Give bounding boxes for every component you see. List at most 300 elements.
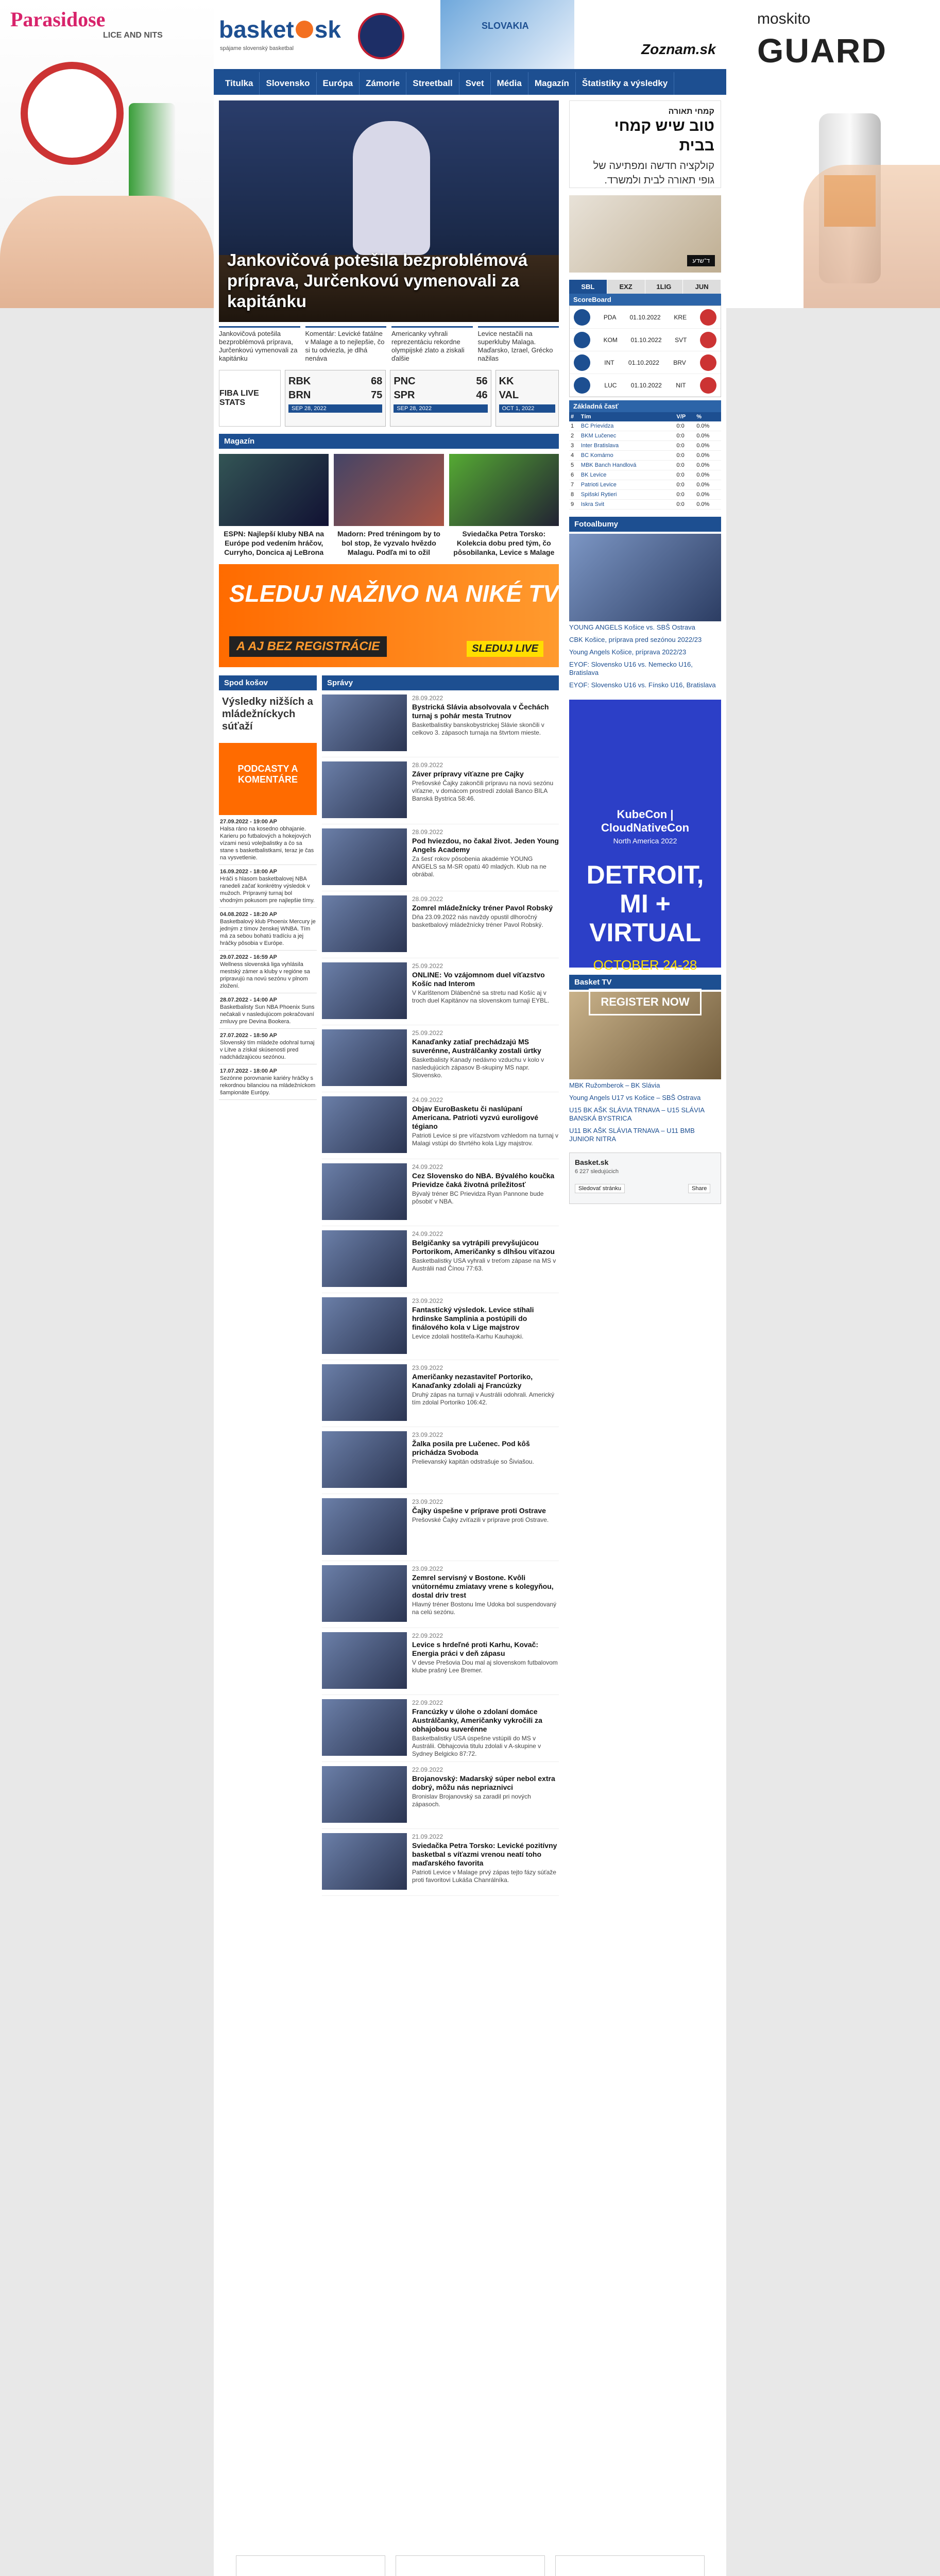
news-perex: Prelievanský kapitán odstrašuje so Šiviašou. bbox=[412, 1458, 534, 1465]
comment-date: 27.07.2022 - 18:50 AP bbox=[220, 1032, 277, 1039]
news-date: 24.09.2022 bbox=[412, 1230, 443, 1238]
standings-table bbox=[569, 412, 721, 510]
team-code: KOM bbox=[603, 336, 618, 344]
table-cell: 8 bbox=[569, 490, 579, 500]
kubecon-brand: KubeCon | CloudNativeCon bbox=[601, 808, 690, 834]
table-cell: 4 bbox=[569, 451, 579, 461]
news-title[interactable]: ONLINE: Vo vzájomnom duel víťazstvo Košíc nad Interom bbox=[412, 971, 545, 988]
fb-follow-button[interactable]: Sledovať stránku bbox=[575, 1184, 625, 1193]
nav-item-magazin[interactable]: Magazín bbox=[528, 72, 576, 95]
table-cell: 1 bbox=[569, 421, 579, 431]
news-perex: Prešovské Čajky zvíťazili v príprave proti Ostrave. bbox=[412, 1516, 549, 1523]
table-heading: Základná časť bbox=[569, 400, 721, 412]
fb-share-button[interactable]: Share bbox=[688, 1184, 710, 1193]
team-name: SLOVAKIA bbox=[482, 21, 529, 31]
facebook-widget[interactable] bbox=[569, 1153, 721, 1204]
team-logo bbox=[574, 377, 590, 394]
score-game[interactable] bbox=[390, 370, 491, 427]
card-title[interactable]: ESPN: Najlepší kluby NBA na Európe pod vedením hráčov, Curryho, Doncica aj LeBrona bbox=[224, 530, 324, 556]
comment-item[interactable] bbox=[219, 1029, 317, 1064]
teaser-link[interactable]: Komentár: Levické fatálne v Malage a to nejlepšie, čo si tu odviezla, je dlhá nenáva bbox=[305, 326, 387, 363]
col-header: # bbox=[569, 412, 579, 421]
table-cell: Patrioti Levice bbox=[579, 480, 675, 490]
news-date: 23.09.2022 bbox=[412, 1431, 443, 1438]
news-perex: Basketbalistky USA úspešne vstúpili do MS v Austrálii. Obhajcovia titulu zdolali v A-skupine v Sydney Belgicko 87:72. bbox=[412, 1735, 541, 1757]
team-logo bbox=[700, 354, 716, 371]
comment-date: 27.09.2022 - 19:00 AP bbox=[220, 819, 277, 825]
news-list bbox=[322, 690, 559, 1896]
news-title[interactable]: Čajky úspešne v príprave proti Ostrave bbox=[412, 1506, 546, 1515]
comment-date: 16.09.2022 - 18:00 AP bbox=[220, 869, 277, 875]
section-heading[interactable]: Fotoalbumy bbox=[569, 517, 721, 532]
scoreboard-row[interactable] bbox=[570, 374, 721, 397]
team-score: 68 bbox=[371, 376, 383, 387]
table-cell: Inter Bratislava bbox=[579, 441, 675, 451]
left-side-ad[interactable] bbox=[0, 0, 214, 308]
sponsors-row bbox=[214, 2550, 726, 2576]
news-thumbnail[interactable] bbox=[322, 1565, 407, 1622]
team-code: NIT bbox=[676, 381, 686, 389]
table-row[interactable] bbox=[569, 431, 721, 441]
ad-text: קולקציה חדשה ומפתיעה של גופי תאורה לבית ולמשרד. bbox=[593, 160, 714, 186]
right-ad-brand: GUARD bbox=[757, 31, 887, 70]
card-image bbox=[219, 454, 329, 526]
scoreboard-row[interactable] bbox=[570, 306, 721, 329]
team-code: SVT bbox=[675, 336, 687, 344]
table-cell: 0:0 bbox=[675, 451, 695, 461]
news-title[interactable]: Sviedačka Petra Torsko: Levické pozitívny basketbal s víťazmi vrenou neatí toho maďarského favorita bbox=[412, 1841, 557, 1867]
news-perex: Za šesť rokov pôsobenia akadémie YOUNG ANGELS sa M-SR opatú 40 mladých. Klub na ne obrábal. bbox=[412, 855, 546, 878]
right-side-ad[interactable] bbox=[726, 0, 940, 308]
comment-item[interactable] bbox=[219, 908, 317, 951]
left-ad-tag: LICE AND NITS bbox=[103, 31, 163, 40]
news-item[interactable] bbox=[322, 757, 559, 824]
card-image bbox=[449, 454, 559, 526]
magazin-card[interactable] bbox=[219, 454, 329, 557]
section-heading[interactable]: Spod košov bbox=[219, 675, 317, 690]
news-item[interactable] bbox=[322, 1494, 559, 1561]
match-date: 01.10.2022 bbox=[630, 336, 662, 344]
magazin-cards bbox=[219, 454, 559, 557]
news-date: 24.09.2022 bbox=[412, 1163, 443, 1171]
table-cell: BKM Lučenec bbox=[579, 431, 675, 441]
news-date: 23.09.2022 bbox=[412, 1498, 443, 1505]
news-perex: Basketbalistky USA vyhrali v treťom zápase na MS v Austrálii nad Čínou 77:63. bbox=[412, 1257, 556, 1272]
fb-page-name[interactable]: Basket.sk bbox=[575, 1158, 609, 1166]
hand-shape bbox=[0, 196, 214, 308]
team-code: BRN bbox=[288, 389, 311, 401]
table-cell: 9 bbox=[569, 500, 579, 510]
news-date: 28.09.2022 bbox=[412, 761, 443, 769]
table-cell: Iskra Svit bbox=[579, 500, 675, 510]
table-cell: MBK Banch Handlová bbox=[579, 461, 675, 470]
news-date: 22.09.2022 bbox=[412, 1766, 443, 1773]
comment-text: Basketbalový klub Phoenix Mercury je jedným z tímov ženskej WNBA. Tím má za sebou bohatú tradíciu a jej hráčky pôsobia v Európe. bbox=[220, 919, 316, 946]
team-code: KRE bbox=[674, 313, 687, 321]
news-item[interactable] bbox=[322, 891, 559, 958]
tab-exz[interactable]: EXZ bbox=[607, 280, 645, 294]
tv-links bbox=[569, 1079, 721, 1145]
results-link[interactable]: Výsledky nižších a mládežníckych súťaží bbox=[222, 696, 313, 732]
news-item[interactable] bbox=[322, 690, 559, 757]
scoreboard-heading: ScoreBoard bbox=[569, 294, 721, 306]
team-code: SPR bbox=[394, 389, 415, 401]
table-cell: 0:0 bbox=[675, 461, 695, 470]
section-heading[interactable]: Basket TV bbox=[569, 975, 721, 990]
tab-sbl[interactable]: SBL bbox=[569, 280, 607, 294]
news-thumbnail[interactable] bbox=[322, 1096, 407, 1153]
news-date: 23.09.2022 bbox=[412, 1364, 443, 1371]
news-thumbnail[interactable] bbox=[322, 828, 407, 885]
nav-item-titulka[interactable]: Titulka bbox=[219, 72, 260, 95]
comment-text: Wellness slovenská liga vyhlásila mestský zámer a kluby v regióne sa pripravujú na novú sezónu v plnom zložení. bbox=[220, 961, 310, 989]
ad-brand: קמחי תאורה bbox=[668, 107, 714, 116]
news-title[interactable]: Brojanovský: Madarský súper nebol extra dobrý, môžu nás nepriaznivci bbox=[412, 1774, 555, 1791]
news-title[interactable]: Francúzky v úlohe o zdolaní domáce Austrálčanky, Američanky vykročili za obhajobou suverénne bbox=[412, 1707, 542, 1733]
video-link[interactable]: U15 BK AŠK SLÁVIA TRNAVA – U15 SLÁVIA BANSKÁ BYSTRICA bbox=[569, 1106, 705, 1122]
comment-text: Sezónne porovnanie kariéry hráčky s rekordnou bilanciou na mládežníckom šampionáte Európy. bbox=[220, 1075, 316, 1096]
comment-text: Hráči s hlasom basketbalovej NBA ranedeli začať konkrétny výsledok v mužoch. Prípravný turnaj bol vhodným pokusom pre najlepšie tímy. bbox=[220, 876, 315, 904]
page-wrapper bbox=[214, 0, 726, 2576]
score-game[interactable] bbox=[285, 370, 386, 427]
table-cell: 0:0 bbox=[675, 431, 695, 441]
news-item[interactable] bbox=[322, 1092, 559, 1159]
album-link[interactable]: EYOF: Slovensko U16 vs. Nemecko U16, Bratislava bbox=[569, 660, 693, 676]
table-cell: BC Prievidza bbox=[579, 421, 675, 431]
two-column-section bbox=[219, 675, 559, 1896]
table-cell: 5 bbox=[569, 461, 579, 470]
news-title[interactable]: Fantastický výsledok. Levice stíhali hrdinske Samplinia a postúpili do finálového kola v Lige majstrov bbox=[412, 1306, 534, 1331]
card-title[interactable]: Sviedačka Petra Torsko: Kolekcia dobu pred tým, čo pôsobilanka, Levice s Malage bbox=[453, 530, 555, 556]
banner-subline: A AJ BEZ REGISTRÁCIE bbox=[229, 636, 387, 657]
table-cell: 2 bbox=[569, 431, 579, 441]
team-code: KK bbox=[499, 376, 514, 387]
table-cell: 0:0 bbox=[675, 470, 695, 480]
table-cell: 0.0% bbox=[695, 470, 721, 480]
sponsor-coliprev[interactable] bbox=[396, 2555, 545, 2576]
nav-item-svet[interactable]: Svet bbox=[459, 72, 491, 95]
news-title[interactable]: Žalka posila pre Lučenec. Pod kôš prichádza Svoboda bbox=[412, 1439, 530, 1456]
news-date: 23.09.2022 bbox=[412, 1565, 443, 1572]
hero-title[interactable]: Jankovičová potešila bezproblémová príprava, Jurčenkovú vymenovali za kapitánku bbox=[227, 250, 528, 311]
tab-1lig[interactable]: 1LIG bbox=[645, 280, 683, 294]
nav-item-zamorie[interactable]: Zámorie bbox=[360, 72, 406, 95]
news-perex: Dňa 23.09.2022 nás navždy opustil dlhoročný basketbalový mládežnícky tréner Pavol Robský. bbox=[412, 913, 543, 928]
magazin-card[interactable] bbox=[334, 454, 443, 557]
comment-item[interactable] bbox=[219, 815, 317, 865]
league-tabs bbox=[569, 280, 721, 294]
table-cell: 0:0 bbox=[675, 421, 695, 431]
album-link[interactable]: YOUNG ANGELS Košice vs. SBŠ Ostrava bbox=[569, 623, 695, 631]
table-cell: 0.0% bbox=[695, 490, 721, 500]
nike-tv-banner[interactable] bbox=[219, 564, 559, 667]
news-perex: Patrioti Levice v Malage prvý zápas tejto fázy súťaže proti favoritovi Lukáša Chanrálníka. bbox=[412, 1869, 556, 1884]
kubecon-sub: North America 2022 bbox=[613, 837, 677, 845]
teaser-link[interactable]: Americanky vyhrali reprezentáciu rekordne olympijské zlato a ziskali ďalšie bbox=[391, 326, 473, 363]
team-code: PNC bbox=[394, 376, 416, 387]
sponsor-sepstav[interactable] bbox=[555, 2555, 705, 2576]
scoreboard-row[interactable] bbox=[570, 351, 721, 374]
nav-item-statistiky[interactable]: Štatistiky a výsledky bbox=[576, 72, 674, 95]
section-heading[interactable]: Magazín bbox=[219, 434, 559, 449]
table-cell: 0:0 bbox=[675, 500, 695, 510]
player-figure bbox=[353, 121, 430, 255]
spravy-column bbox=[322, 675, 559, 1896]
teaser-row bbox=[219, 326, 559, 363]
main-column bbox=[219, 100, 559, 1896]
news-perex: Basketbalistky banskobystrickej Slávie skončili v celkovo 3. zápasoch turnaja na štvrtom mieste. bbox=[412, 721, 544, 736]
news-thumbnail[interactable] bbox=[322, 1766, 407, 1823]
banner-headline: SLEDUJ NAŽIVO NA NIKÉ TV bbox=[229, 580, 559, 607]
album-link[interactable]: EYOF: Slovensko U16 vs. Fínsko U16, Bratislava bbox=[569, 681, 716, 689]
table-cell: BK Levice bbox=[579, 470, 675, 480]
table-row[interactable] bbox=[569, 461, 721, 470]
card-image bbox=[334, 454, 443, 526]
basketball-icon bbox=[296, 21, 313, 38]
news-date: 22.09.2022 bbox=[412, 1699, 443, 1706]
table-row[interactable] bbox=[569, 421, 721, 431]
table-cell: 0:0 bbox=[675, 480, 695, 490]
comment-date: 17.07.2022 - 18:00 AP bbox=[220, 1068, 277, 1074]
news-thumbnail[interactable] bbox=[322, 1230, 407, 1287]
news-date: 21.09.2022 bbox=[412, 1833, 443, 1840]
lamp-image[interactable] bbox=[569, 195, 721, 273]
table-cell: 0.0% bbox=[695, 500, 721, 510]
news-thumbnail[interactable] bbox=[322, 1833, 407, 1890]
news-item[interactable] bbox=[322, 1159, 559, 1226]
table-cell: 0.0% bbox=[695, 441, 721, 451]
news-perex: Patrioti Levice si pre víťazstvom vzhledom na turnaj v Malagi vstúpi do štvrtého kola Ligy majstrov. bbox=[412, 1132, 558, 1147]
news-item[interactable] bbox=[322, 1226, 559, 1293]
kubecon-date: OCTOBER 24-28 bbox=[593, 957, 697, 973]
news-item[interactable] bbox=[322, 1293, 559, 1360]
news-title[interactable]: Belgičanky sa vytrápili prevyšujúcou Portorikom, Američanky s dlhšou víťazou bbox=[412, 1239, 555, 1256]
news-title[interactable]: Záver prípravy víťazne pre Cajky bbox=[412, 770, 524, 778]
team-score: 46 bbox=[476, 389, 488, 401]
sba-emblem[interactable] bbox=[358, 13, 404, 59]
comment-item[interactable] bbox=[219, 1064, 317, 1100]
table-row[interactable] bbox=[569, 441, 721, 451]
table-row[interactable] bbox=[569, 490, 721, 500]
team-code: LUC bbox=[604, 381, 617, 389]
news-thumbnail[interactable] bbox=[322, 962, 407, 1019]
video-link[interactable]: U11 BK AŠK SLÁVIA TRNAVA – U11 BMB JUNIOR NITRA bbox=[569, 1127, 695, 1143]
news-item[interactable] bbox=[322, 1360, 559, 1427]
site-logo[interactable]: basket bbox=[219, 16, 294, 43]
table-cell: 0.0% bbox=[695, 431, 721, 441]
news-perex: Prešovské Čajky zakončili prípravu na novú sezónu víťazne, v domácom prostredí zdolali Banco BILA Banská Bystrica 58:46. bbox=[412, 779, 554, 802]
right-ad-brand-top: moskito bbox=[757, 10, 811, 27]
hand-shape bbox=[804, 165, 940, 308]
spod-kosov-column bbox=[219, 675, 317, 1896]
comment-date: 29.07.2022 - 16:59 AP bbox=[220, 954, 277, 960]
news-perex: Bronislav Brojanovský sa zaradil pri nových zápasoch. bbox=[412, 1793, 531, 1808]
podcast-promo[interactable]: PODCASTY A KOMENTÁRE bbox=[219, 743, 317, 815]
team-code: PDA bbox=[603, 313, 617, 321]
kamchi-ad[interactable] bbox=[569, 100, 721, 188]
game-date: SEP 28, 2022 bbox=[394, 404, 487, 413]
news-item[interactable] bbox=[322, 1025, 559, 1092]
table-row[interactable] bbox=[569, 470, 721, 480]
match-date: 01.10.2022 bbox=[629, 313, 661, 321]
table-row[interactable] bbox=[569, 500, 721, 510]
col-header: % bbox=[695, 412, 721, 421]
team-code: INT bbox=[604, 359, 614, 366]
ad-headline: טוב שיש קמחי בבית bbox=[614, 117, 714, 154]
col-header: Tím bbox=[579, 412, 675, 421]
team-logo bbox=[574, 309, 590, 326]
nav-item-streetball[interactable]: Streetball bbox=[406, 72, 459, 95]
scoreboard-row[interactable] bbox=[570, 329, 721, 351]
left-ad-brand: Parasidose bbox=[10, 8, 106, 31]
news-thumbnail[interactable] bbox=[322, 1364, 407, 1421]
news-title[interactable]: Cez Slovensko do NBA. Bývalého koučka Prievidze čaká životná príležitosť bbox=[412, 1172, 555, 1189]
video-link[interactable]: Young Angels U17 vs Košice – SBŠ Ostrava bbox=[569, 1094, 701, 1101]
news-date: 24.09.2022 bbox=[412, 1096, 443, 1104]
news-thumbnail[interactable] bbox=[322, 1498, 407, 1555]
news-item[interactable] bbox=[322, 1829, 559, 1896]
table-cell: 0:0 bbox=[675, 490, 695, 500]
comment-date: 28.07.2022 - 14:00 AP bbox=[220, 997, 277, 1003]
news-perex: Basketbalisty Kanady nedávno vzduchu v kolo v nasledujúcich zápasov B-skupiny MS napr. Slovensko. bbox=[412, 1056, 544, 1079]
magazin-card[interactable] bbox=[449, 454, 559, 557]
news-thumbnail[interactable] bbox=[322, 1297, 407, 1354]
table-cell: 0.0% bbox=[695, 421, 721, 431]
tab-jun[interactable]: JUN bbox=[683, 280, 721, 294]
news-item[interactable] bbox=[322, 1427, 559, 1494]
teaser-link[interactable]: Jankovičová potešila bezproblémová príprava, Jurčenkovú vymenovali za kapitánku bbox=[219, 326, 300, 363]
card-title[interactable]: Madorn: Pred tréningom by to bol stop, že vyzvalo hvězdo Malagu. Podľa mi to ožil bbox=[337, 530, 440, 556]
comment-item[interactable] bbox=[219, 865, 317, 908]
fb-likes: 6 227 sledujúcich bbox=[575, 1168, 619, 1175]
team-slovakia-image[interactable] bbox=[440, 0, 574, 69]
comment-item[interactable] bbox=[219, 951, 317, 993]
team-code: BRV bbox=[673, 359, 686, 366]
section-heading[interactable]: Správy bbox=[322, 675, 559, 690]
team-score: 75 bbox=[371, 389, 383, 401]
table-row[interactable] bbox=[569, 451, 721, 461]
foto-image[interactable] bbox=[569, 534, 721, 621]
news-thumbnail[interactable] bbox=[322, 1029, 407, 1086]
news-thumbnail[interactable] bbox=[322, 1431, 407, 1488]
table-cell: 0.0% bbox=[695, 451, 721, 461]
news-thumbnail[interactable] bbox=[322, 1163, 407, 1220]
fiba-live-stats-logo[interactable]: FIBA LIVE STATS bbox=[219, 370, 281, 427]
game-date: SEP 28, 2022 bbox=[288, 404, 382, 413]
news-date: 23.09.2022 bbox=[412, 1297, 443, 1304]
news-perex: Druhý zápas na turnaji v Austrálii odohrali. Americký tím zdolal Portoriko 106:42. bbox=[412, 1391, 555, 1406]
news-perex: V Karlštenom Dlábenčné sa stretu nad Košíc aj v troch duel Kapitánov na slovenskom turnaji EYBL. bbox=[412, 989, 550, 1004]
news-date: 22.09.2022 bbox=[412, 1632, 443, 1639]
news-title[interactable]: Levice s hrdeľné proti Karhu, Kovač: Energia práci v deň zápasu bbox=[412, 1640, 539, 1657]
kubecon-register-button[interactable]: REGISTER NOW bbox=[589, 989, 701, 1015]
banner-cta[interactable]: SLEDUJ LIVE bbox=[467, 641, 543, 657]
hero-article[interactable] bbox=[219, 100, 559, 322]
table-cell: 0:0 bbox=[675, 441, 695, 451]
comment-text: Halsa ráno na kosedno obhajanie. Karieru po futbalových a hokejových vízami nesú volejbalistky a čo sa stane s basketbalistkami, teraz je čas na vysvetlenie. bbox=[220, 826, 314, 861]
comment-date: 04.08.2022 - 18:20 AP bbox=[220, 911, 277, 918]
ad-button[interactable]: ד־שדע bbox=[687, 255, 715, 266]
news-date: 28.09.2022 bbox=[412, 828, 443, 836]
news-date: 28.09.2022 bbox=[412, 895, 443, 903]
team-logo bbox=[700, 309, 716, 326]
news-item[interactable] bbox=[322, 1628, 559, 1695]
comment-item[interactable] bbox=[219, 993, 317, 1029]
table-cell: 6 bbox=[569, 470, 579, 480]
album-link[interactable]: CBK Košice, príprava pred sezónou 2022/23 bbox=[569, 636, 702, 643]
nav-item-slovensko[interactable]: Slovensko bbox=[260, 72, 316, 95]
album-link[interactable]: Young Angels Košice, príprava 2022/23 bbox=[569, 648, 687, 656]
nav-item-media[interactable]: Média bbox=[491, 72, 528, 95]
table-cell: 3 bbox=[569, 441, 579, 451]
news-date: 25.09.2022 bbox=[412, 962, 443, 970]
team-code: VAL bbox=[499, 389, 519, 401]
team-logo bbox=[700, 377, 716, 394]
comment-text: Slovenský tím mládeže odohral turnaj v Litve a získal skúsenosti pred nadchádzajúcou sezónou. bbox=[220, 1040, 315, 1060]
logo-tagline: spájame slovenský basketbal bbox=[220, 45, 294, 52]
news-perex: Levice zdolali hostiteľa-Karhu Kauhajoki. bbox=[412, 1333, 524, 1340]
team-logo bbox=[700, 332, 716, 348]
stopwatch-icon bbox=[21, 62, 124, 165]
news-thumbnail[interactable] bbox=[322, 694, 407, 751]
teaser-link[interactable]: Levice nestačili na superkluby Malaga. Maďarsko, Izrael, Grécko nažilas bbox=[478, 326, 559, 363]
table-cell: 0.0% bbox=[695, 480, 721, 490]
news-title[interactable]: Objav EuroBasketu či naslúpaní Americana. Patrioti vyzvú euroligové tégiano bbox=[412, 1105, 539, 1130]
news-item[interactable] bbox=[322, 824, 559, 891]
news-item[interactable] bbox=[322, 1762, 559, 1829]
news-title[interactable]: Zemrel servisný v Bostone. Kvôli vnútornému zmiatavy vrene s kolegyňou, dostal driv trest bbox=[412, 1573, 554, 1599]
news-title[interactable]: Zomrel mládežnícky tréner Pavol Robský bbox=[412, 904, 553, 912]
table-cell: 7 bbox=[569, 480, 579, 490]
partner-logo[interactable]: Zoznam.sk bbox=[641, 41, 716, 57]
team-logo bbox=[574, 354, 590, 371]
foto-links bbox=[569, 621, 721, 691]
news-item[interactable] bbox=[322, 958, 559, 1025]
news-thumbnail[interactable] bbox=[322, 761, 407, 818]
news-perex: V devse Prešovia Dou mal aj slovenskom futbalovom klube prašný Lee Bremer. bbox=[412, 1659, 558, 1674]
news-thumbnail[interactable] bbox=[322, 1699, 407, 1756]
col-header: V/P bbox=[675, 412, 695, 421]
site-logo-suffix: sk bbox=[314, 16, 341, 43]
team-code: RBK bbox=[288, 376, 311, 387]
kubecon-city: DETROIT, MI + VIRTUAL bbox=[586, 860, 704, 947]
match-date: 01.10.2022 bbox=[630, 381, 662, 389]
scoreboard bbox=[569, 306, 721, 397]
sponsor-sor[interactable] bbox=[236, 2555, 385, 2576]
match-date: 01.10.2022 bbox=[628, 359, 659, 366]
news-date: 28.09.2022 bbox=[412, 694, 443, 702]
table-cell: Spišskí Rytieri bbox=[579, 490, 675, 500]
video-link[interactable]: MBK Ružomberok – BK Slávia bbox=[569, 1081, 660, 1089]
table-row[interactable] bbox=[569, 480, 721, 490]
team-logo bbox=[574, 332, 590, 348]
nav-item-europa[interactable]: Európa bbox=[317, 72, 360, 95]
news-item[interactable] bbox=[322, 1561, 559, 1628]
site-header bbox=[214, 0, 726, 72]
comment-text: Basketbalisty Sun NBA Phoenix Suns nečakali v nasledujúcom pokračovaní zmluvy pre Devina Bookera. bbox=[220, 1004, 315, 1025]
news-title[interactable]: Kanaďanky zatiaľ prechádzajú MS suverénne, Austrálčanky zostali úrtky bbox=[412, 1038, 541, 1055]
team-score: 56 bbox=[476, 376, 488, 387]
news-title[interactable]: Pod hviezdou, no čakal život. Jeden Young Angels Academy bbox=[412, 837, 559, 854]
news-title[interactable]: Bystrická Slávia absolvovala v Čechách turnaj s pohár mesta Trutnov bbox=[412, 703, 549, 720]
news-perex: Bývalý tréner BC Prievidza Ryan Pannone bude pôsobiť v NBA. bbox=[412, 1190, 544, 1205]
main-nav bbox=[214, 72, 726, 95]
news-title[interactable]: Američanky nezastaviteľ Portoriko, Kanaďanky zdolali aj Francúzky bbox=[412, 1372, 533, 1389]
score-game[interactable] bbox=[495, 370, 559, 427]
news-thumbnail[interactable] bbox=[322, 1632, 407, 1689]
news-item[interactable] bbox=[322, 1695, 559, 1762]
news-thumbnail[interactable] bbox=[322, 895, 407, 952]
